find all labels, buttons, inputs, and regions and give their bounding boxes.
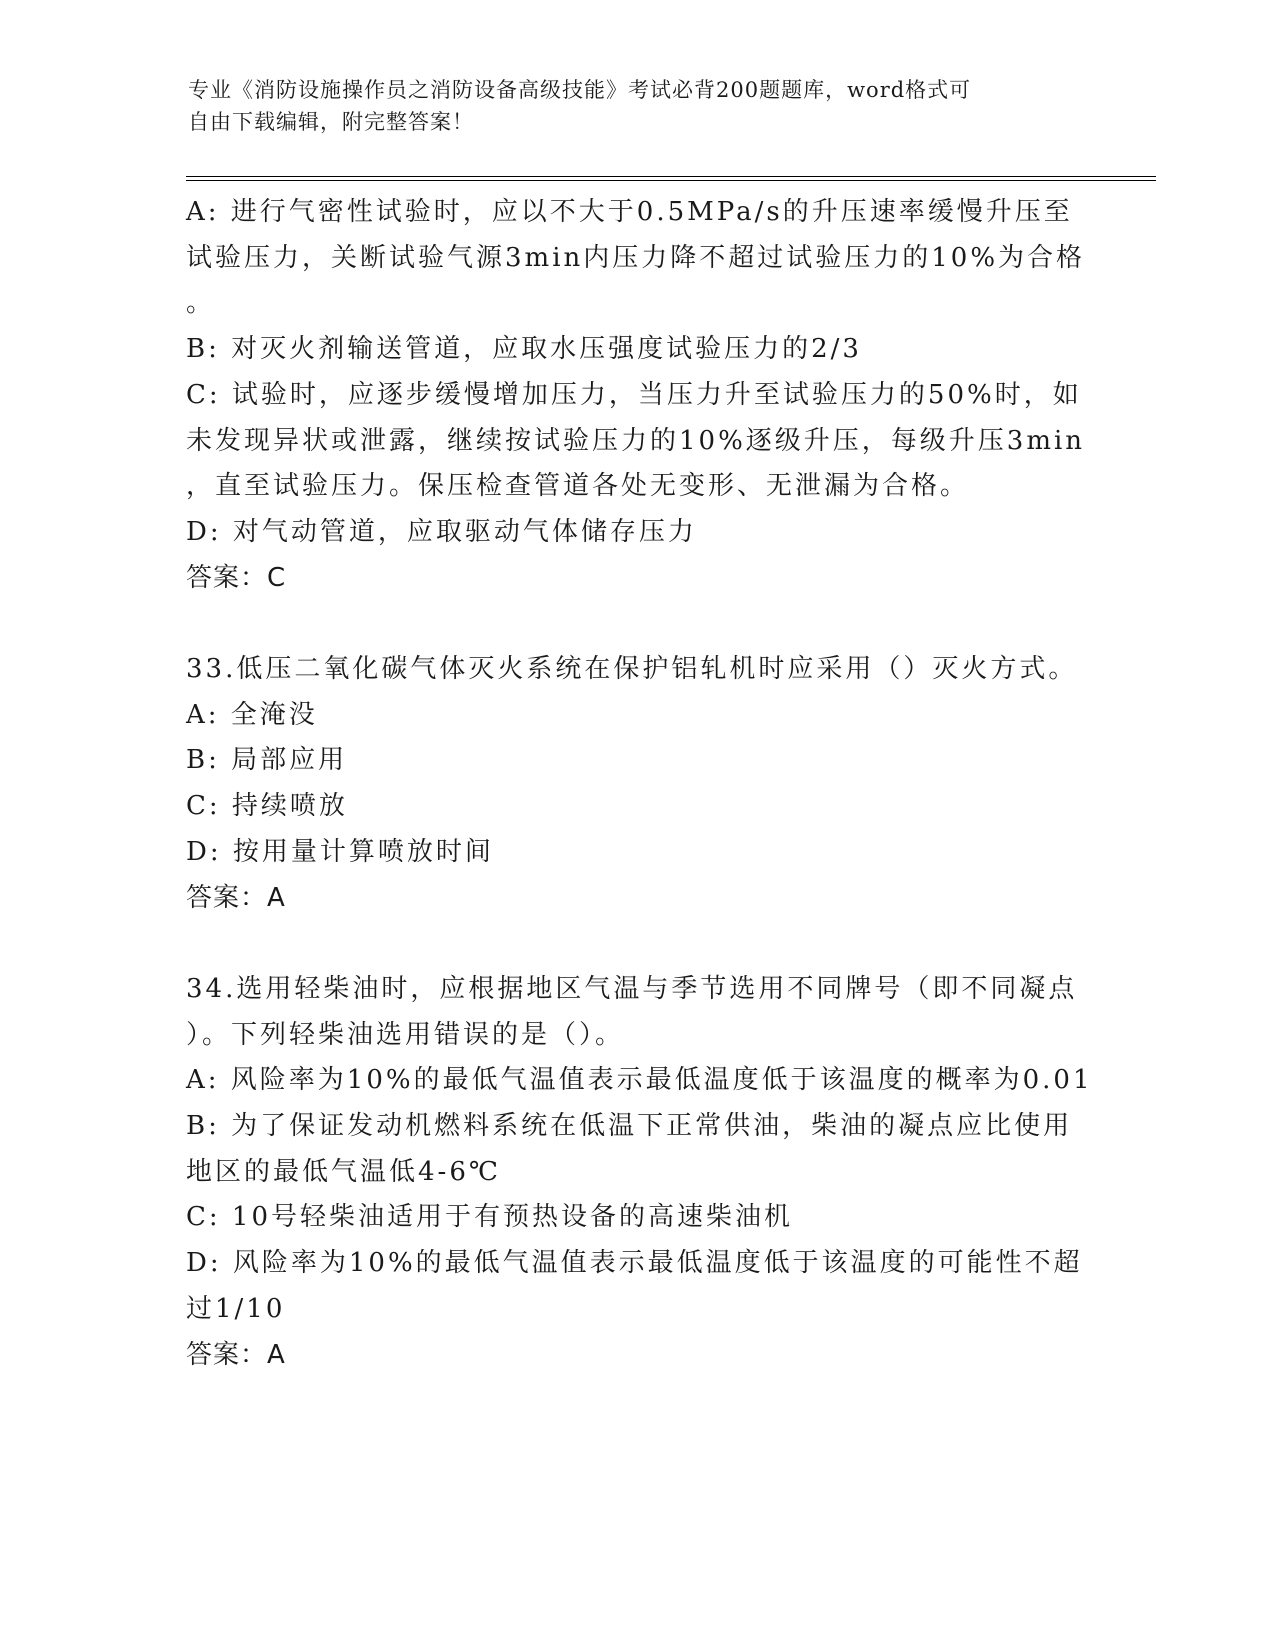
- header-line-1: 专业《消防设施操作员之消防设备高级技能》考试必背200题题库，word格式可: [188, 78, 972, 102]
- option-c-line: ，直至试验压力。保压检查管道各处无变形、无泄漏为合格。: [186, 471, 970, 502]
- answer-label: 答案：A: [186, 882, 286, 913]
- question-stem-line: 34.选用轻柴油时，应根据地区气温与季节选用不同牌号（即不同凝点: [186, 973, 1078, 1004]
- option-c-line: 未发现异状或泄露，继续按试验压力的10%逐级升压，每级升压3min: [186, 425, 1086, 456]
- spacer: [186, 921, 1086, 967]
- question-stem-line: 33.低压二氧化碳气体灭火系统在保护铝轧机时应采用（）灭火方式。: [186, 654, 1078, 685]
- option-b-line: B: 为了保证发动机燃料系统在低温下正常供油，柴油的凝点应比使用: [186, 1111, 1073, 1142]
- option-b-line: B: 对灭火剂输送管道，应取水压强度试验压力的2/3: [186, 334, 862, 365]
- option-c-line: C: 持续喷放: [186, 791, 348, 822]
- option-b-line: B: 局部应用: [186, 745, 348, 776]
- header-divider: [186, 176, 1156, 181]
- option-c-line: C: 试验时，应逐步缓慢增加压力，当压力升至试验压力的50%时，如: [186, 379, 1082, 410]
- option-a-line: 试验压力，关断试验气源3min内压力降不超过试验压力的10%为合格: [186, 242, 1086, 273]
- question-33: [186, 647, 1086, 921]
- header-line-2: 自由下载编辑，附完整答案！: [188, 110, 474, 134]
- option-d-line: D: 风险率为10%的最低气温值表示最低温度低于该温度的可能性不超: [186, 1248, 1083, 1279]
- option-d-line: D: 按用量计算喷放时间: [186, 836, 494, 867]
- option-d-line: 过1/10: [186, 1293, 286, 1324]
- option-c-line: C: 10号轻柴油适用于有预热设备的高速柴油机: [186, 1202, 794, 1233]
- document-body: [186, 190, 1093, 1378]
- option-a-line: A: 全淹没: [186, 699, 318, 730]
- question-32-continued: [186, 190, 1086, 601]
- question-34: [186, 967, 1093, 1378]
- option-b-line: 地区的最低气温低4-6℃: [186, 1156, 501, 1187]
- option-a-line: A: 进行气密性试验时，应以不大于0.5MPa/s的升压速率缓慢升压至: [186, 197, 1073, 227]
- spacer: [186, 601, 1086, 647]
- page-header: [188, 74, 1088, 138]
- answer-label: 答案：C: [186, 562, 287, 593]
- answer-label: 答案：A: [186, 1339, 286, 1370]
- option-a-line: A: 风险率为10%的最低气温值表示最低温度低于该温度的概率为0.01: [186, 1065, 1093, 1096]
- question-stem-line: ）。下列轻柴油选用错误的是（）。: [186, 1019, 625, 1050]
- option-d-line: D: 对气动管道，应取驱动气体储存压力: [186, 516, 697, 547]
- option-a-line: 。: [186, 288, 216, 319]
